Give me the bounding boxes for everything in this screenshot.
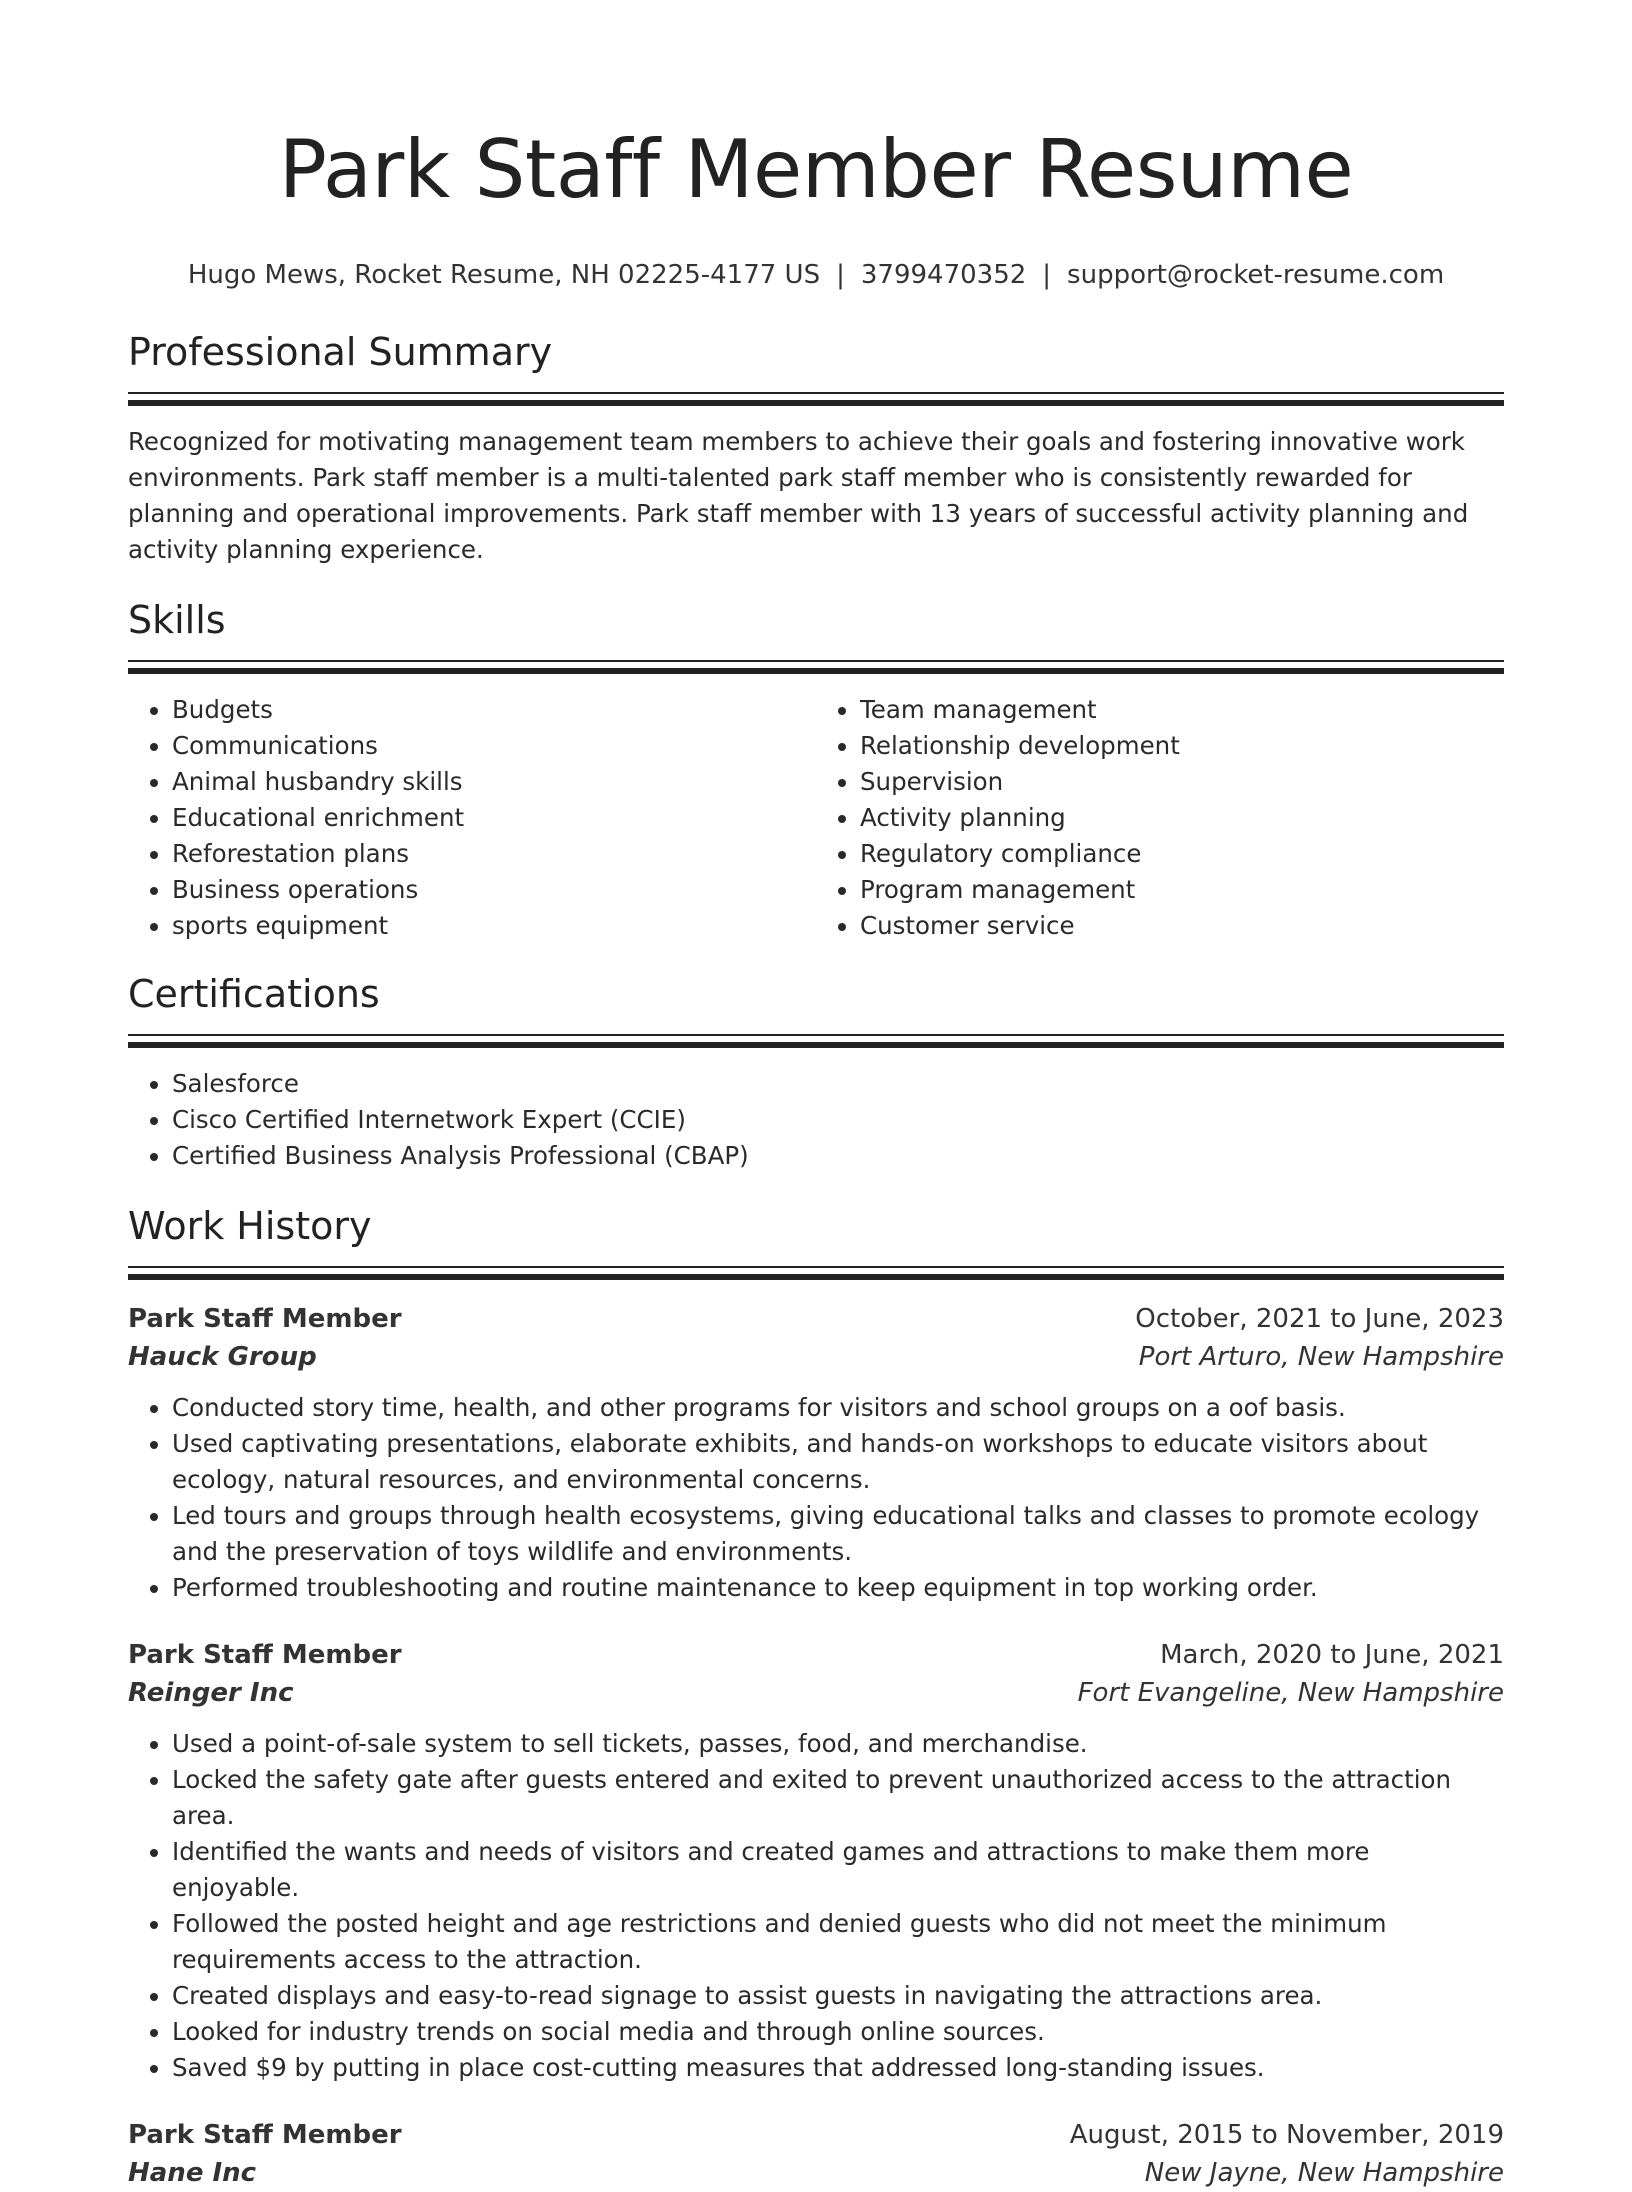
job-dates: August, 2015 to November, 2019	[1069, 2120, 1504, 2150]
work-history-section	[128, 1202, 1504, 2192]
job-dates: March, 2020 to June, 2021	[1160, 1640, 1504, 1670]
skill-item: • Relationship development	[860, 728, 1504, 764]
certification-item: • Cisco Certified Internetwork Expert (CCIE)	[172, 1102, 1504, 1138]
skill-item: • Supervision	[860, 764, 1504, 800]
job-bullet: • Identified the wants and needs of visitors and created games and attractions to make them more enjoyable.	[172, 1834, 1504, 1906]
section-divider	[128, 1034, 1504, 1048]
section-divider	[128, 1266, 1504, 1280]
job-bullet: • Looked for industry trends on social media and through online sources.	[172, 2014, 1504, 2050]
section-heading-work-history: Work History	[128, 1204, 372, 1248]
skill-item: • Program management	[860, 872, 1504, 908]
job-dates: October, 2021 to June, 2023	[1135, 1304, 1504, 1334]
contact-separator: |	[836, 260, 845, 290]
section-divider	[128, 660, 1504, 674]
job-company: Reinger Inc	[128, 1678, 294, 1708]
job-title: Park Staff Member	[128, 2120, 402, 2150]
job-entry	[128, 2116, 1504, 2192]
skills-list-left	[128, 692, 816, 944]
section-heading-summary: Professional Summary	[128, 330, 553, 374]
job-company: Hauck Group	[128, 1342, 317, 1372]
job-bullet: • Led tours and groups through health ecosystems, giving educational talks and classes to promote ecology and the preservation of toys wildlife and environments.	[172, 1498, 1504, 1570]
job-entry	[128, 1300, 1504, 1606]
job-header-row	[128, 2116, 1504, 2154]
contact-email: support@rocket-resume.com	[1067, 260, 1445, 290]
skill-item: • Activity planning	[860, 800, 1504, 836]
summary-text: Recognized for motivating management team members to achieve their goals and fostering innovative work environments. Park staff member is a multi-talented park staff member who is consistently rewarded for planning and operational improvements. Park staff member with 13 years of successful activity planning and activity planning experience.	[128, 427, 1469, 564]
skill-item: • Customer service	[860, 908, 1504, 944]
job-bullet: • Used captivating presentations, elaborate exhibits, and hands-on workshops to educate visitors about ecology, natural resources, and environmental concerns.	[172, 1426, 1504, 1498]
skills-columns	[128, 692, 1504, 944]
contact-phone: 3799470352	[860, 260, 1027, 290]
job-entry	[128, 1636, 1504, 2086]
job-bullets	[128, 1726, 1504, 2086]
job-bullet: • Followed the posted height and age restrictions and denied guests who did not meet the minimum requirements access to the attraction.	[172, 1906, 1504, 1978]
resume-title: Park Staff Member Resume	[278, 123, 1354, 216]
job-subheader-row	[128, 1674, 1504, 1712]
skill-item: • sports equipment	[172, 908, 816, 944]
summary-section	[128, 328, 1504, 568]
job-company: Hane Inc	[128, 2158, 257, 2188]
job-subheader-row	[128, 1338, 1504, 1376]
certification-item: • Salesforce	[172, 1066, 1504, 1102]
job-bullet: • Locked the safety gate after guests entered and exited to prevent unauthorized access to the attraction area.	[172, 1762, 1504, 1834]
job-subheader-row	[128, 2154, 1504, 2192]
skills-list-right	[816, 692, 1504, 944]
skill-item: • Educational enrichment	[172, 800, 816, 836]
job-bullet: • Conducted story time, health, and other programs for visitors and school groups on a oof basis.	[172, 1390, 1504, 1426]
certifications-list	[128, 1066, 1504, 1174]
skill-item: • Regulatory compliance	[860, 836, 1504, 872]
job-bullets	[128, 1390, 1504, 1606]
job-location: Fort Evangeline, New Hampshire	[1077, 1678, 1504, 1708]
skills-section	[128, 596, 1504, 944]
job-header-row	[128, 1636, 1504, 1674]
skill-item: • Business operations	[172, 872, 816, 908]
section-heading-skills: Skills	[128, 598, 226, 642]
job-bullet: • Saved $9 by putting in place cost-cutting measures that addressed long-standing issues.	[172, 2050, 1504, 2086]
job-location: Port Arturo, New Hampshire	[1138, 1342, 1504, 1372]
contact-line	[128, 258, 1504, 292]
job-bullet: • Created displays and easy-to-read signage to assist guests in navigating the attractions area.	[172, 1978, 1504, 2014]
job-title: Park Staff Member	[128, 1640, 402, 1670]
certifications-section	[128, 970, 1504, 1174]
skill-item: • Team management	[860, 692, 1504, 728]
contact-address: Hugo Mews, Rocket Resume, NH 02225-4177 US	[187, 260, 821, 290]
skill-item: • Reforestation plans	[172, 836, 816, 872]
section-divider	[128, 392, 1504, 406]
job-bullet: • Used a point-of-sale system to sell tickets, passes, food, and merchandise.	[172, 1726, 1504, 1762]
job-location: New Jayne, New Hampshire	[1144, 2158, 1504, 2188]
certification-item: • Certified Business Analysis Professional (CBAP)	[172, 1138, 1504, 1174]
skill-item: • Communications	[172, 728, 816, 764]
skill-item: • Animal husbandry skills	[172, 764, 816, 800]
job-header-row	[128, 1300, 1504, 1338]
skill-item: • Budgets	[172, 692, 816, 728]
section-heading-certifications: Certifications	[128, 972, 380, 1016]
job-title: Park Staff Member	[128, 1304, 402, 1334]
job-bullet: • Performed troubleshooting and routine maintenance to keep equipment in top working order.	[172, 1570, 1504, 1606]
contact-separator: |	[1042, 260, 1052, 290]
